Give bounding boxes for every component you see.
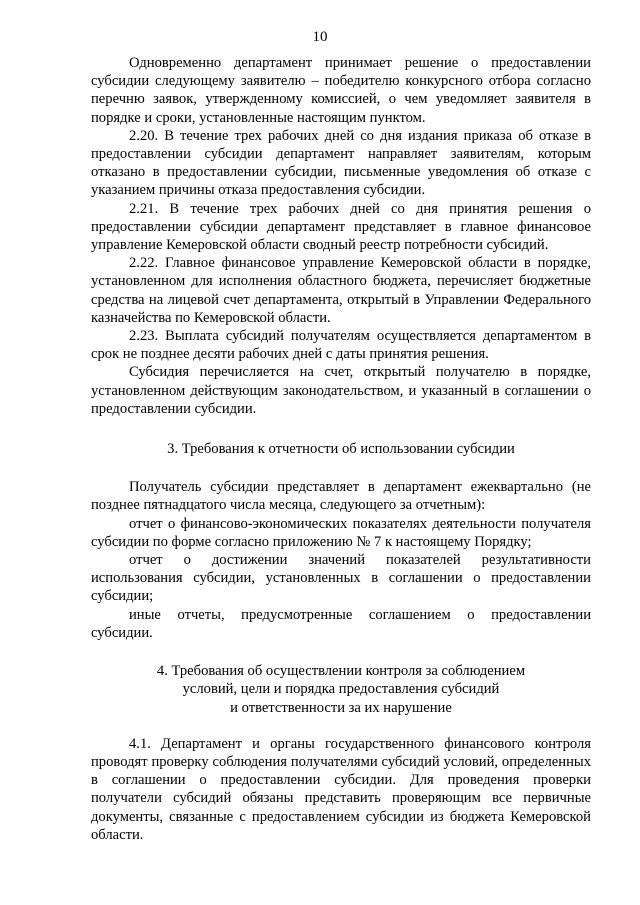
- paragraph-2-20: 2.20. В течение трех рабочих дней со дня издания приказа об отказе в предоставлении субсидии департамент направляет заявителям, которым отказано в предоставлении субсидии, письменные уведомления об отказе с указанием причины отказа предоставления субсидии.: [91, 127, 591, 199]
- paragraph-reporting-intro: Получатель субсидии представляет в департамент ежеквартально (не позднее пятнадцатого числа месяца, следующего за отчетным):: [91, 479, 591, 514]
- paragraph-4-1: 4.1. Департамент и органы государственного финансового контроля проводят проверку соблюдения получателями субсидий условий, определенных в соглашении о предоставлении субсидии. Для проведения проверки получатели субсидий обязаны представить проверяющим все первичные документы, связанные с предоставлением субсидии из бюджета Кемеровской области.: [91, 735, 591, 843]
- paragraph-report-other: иные отчеты, предусмотренные соглашением о предоставлении субсидии.: [91, 606, 591, 641]
- paragraph-2-21: 2.21. В течение трех рабочих дней со дня принятия решения о предоставлении субсидии департамент представляет в главное финансовое управление Кемеровской области сводный реестр потребности субсидий.: [91, 200, 591, 254]
- paragraph-subsidy-transfer: Субсидия перечисляется на счет, открытый получателю в порядке, установленном действующим законодательством, и указанный в соглашении о предоставлении субсидии.: [91, 364, 591, 417]
- paragraph-2-23: 2.23. Выплата субсидий получателям осуществляется департаментом в срок не позднее десяти рабочих дней с даты принятия решения.: [91, 328, 591, 363]
- page-number: 10: [312, 29, 328, 45]
- paragraph-report-indicators: отчет о достижении значений показателей результативности использования субсидии, установленных в соглашении о предоставлении субсидии;: [91, 552, 591, 605]
- paragraph-report-financial: отчет о финансово-экономических показателях деятельности получателя субсидии по форме согласно приложению № 7 к настоящему Порядку;: [91, 515, 591, 550]
- section-4-title-line: и ответственности за их нарушение: [230, 699, 452, 716]
- section-4-title-line: 4. Требования об осуществлении контроля за соблюдением: [156, 663, 526, 680]
- paragraph: Одновременно департамент принимает решение о предоставлении субсидии следующему заявителю – победителю конкурсного отбора согласно перечню заявок, утвержденному комиссией, о чем уведомляет заявителя в порядке и сроки, установленные настоящим пунктом.: [91, 55, 591, 126]
- section-4-title: [91, 662, 591, 717]
- section-4-title-line: условий, цели и порядка предоставления субсидий: [182, 681, 500, 698]
- document-body: [91, 54, 591, 844]
- paragraph-2-22: 2.22. Главное финансовое управление Кемеровской области в порядке, установленном для исполнения областного бюджета, перечисляет бюджетные средства на лицевой счет департамента, открытый в Управлении Федерального казначейства по Кемеровской области.: [91, 255, 591, 326]
- section-3-title: 3. Требования к отчетности об использовании субсидии: [167, 441, 515, 458]
